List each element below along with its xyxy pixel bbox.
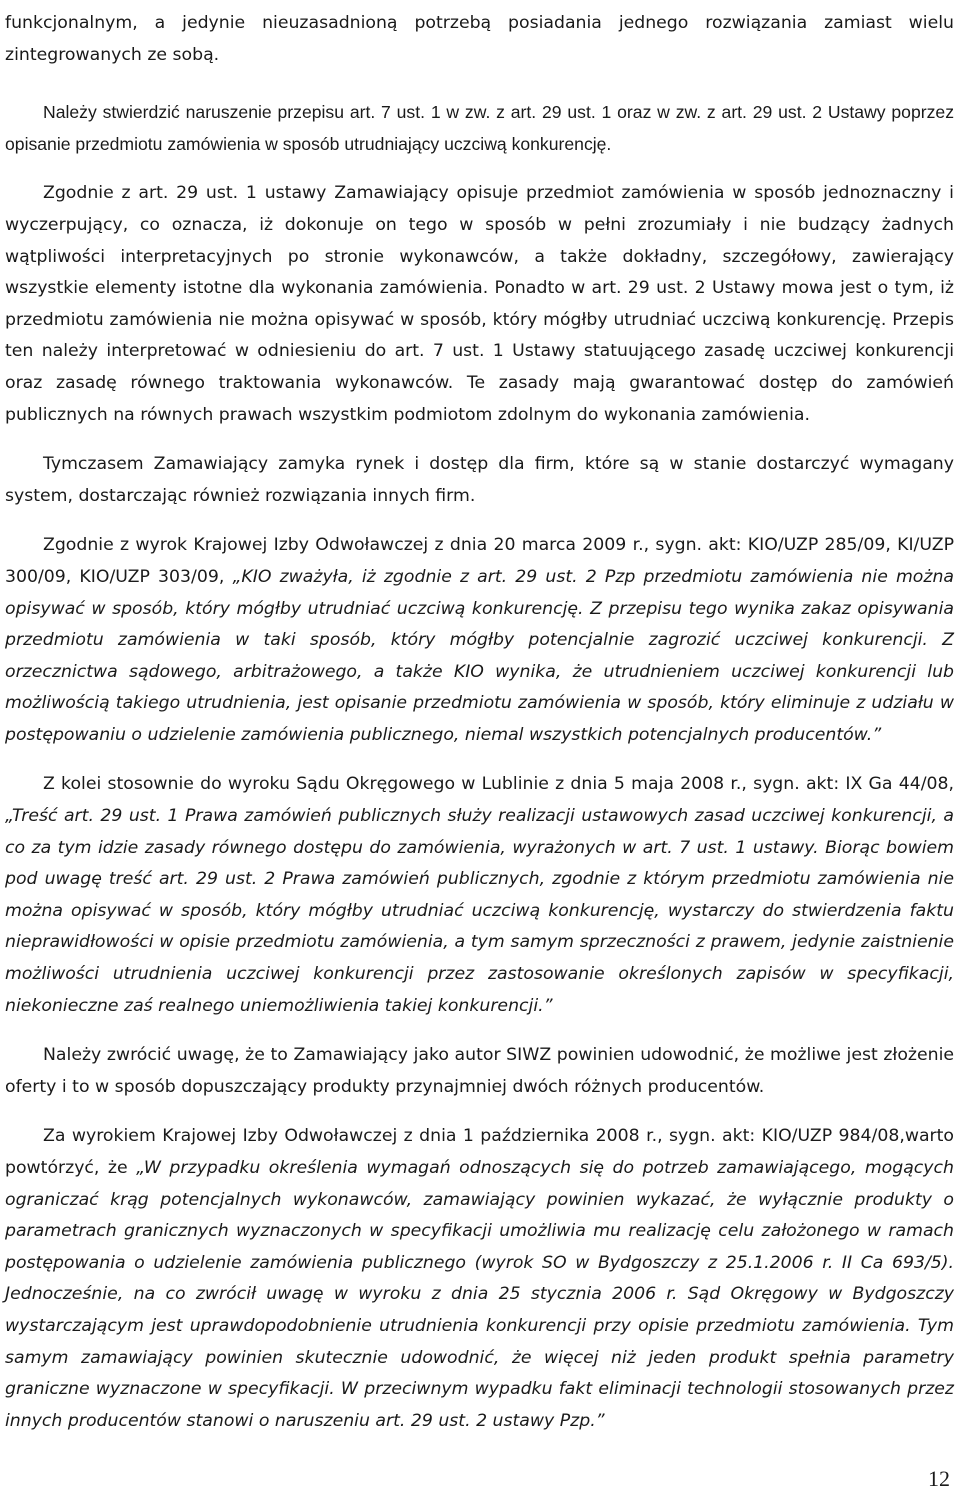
paragraph-6-quote: „Treść art. 29 ust. 1 Prawa zamówień publicznych służy realizacji ustawowych zasad uczciwej konkurencji, a co za tym idzie zasady równego dostępu do zamówienia, wyrażonych w art. 7 ust. 1 ustawy. Biorąc bowiem pod uwagę treść art. 29 ust. 2 Prawa zamówień publicznych, zgodnie z którym przedmiotu zamówienia nie można opisywać w sposób, który mógłby utrudniać uczciwą konkurencję, wystarczy do stwierdzenia faktu nieprawidłowości w opisie przedmiotu zamówienia, a tym samym sprzeczności z prawem, jedynie zaistnienie możliwości utrudnienia uczciwej konkurencji przez zastosowanie określonych zapisów w specyfikacji, niekonieczne zaś realnego uniemożliwienia takiej konkurencji.”	[5, 806, 954, 1016]
paragraph-5-quote: „KIO zważyła, iż zgodnie z art. 29 ust. 2 Pzp przedmiotu zamówienia nie można opisywać w sposób, który mógłby utrudniać uczciwą konkurencję. Z przepisu tego wynika zakaz opisywania przedmiotu zamówienia w taki sposób, który mógłby potencjalnie zagrozić uczciwej konkurencji. Z orzecznictwa sądowego, arbitrażowego, a także KIO wynika, że utrudnieniem uczciwej konkurencji lub możliwością takiego utrudnienia, jest opisanie przedmiotu zamówienia w sposób, który eliminuje z udziału w postępowaniu o udzielenie zamówienia publicznego, niemal wszystkich potencjalnych producentów.”	[5, 566, 954, 745]
paragraph-1: funkcjonalnym, a jedynie nieuzasadnioną potrzebą posiadania jednego rozwiązania zamiast wielu zintegrowanych ze sobą.	[5, 13, 954, 65]
paragraph-3: Zgodnie z art. 29 ust. 1 ustawy Zamawiający opisuje przedmiot zamówienia w sposób jednoznaczny i wyczerpujący, co oznacza, iż dokonuje on tego w sposób w pełni zrozumiały i nie budzący żadnych wątpliwości interpretacyjnych po stronie wykonawców, a także dokładny, szczegółowy, zawierający wszystkie elementy istotne dla wykonania zamówienia. Ponadto w art. 29 ust. 2 Ustawy mowa jest o tym, iż przedmiotu zamówienia nie można opisywać w sposób, który mógłby utrudniać uczciwą konkurencję. Przepis ten należy interpretować w odniesieniu do art. 7 ust. 1 Ustawy statuującego zasadę uczciwej konkurencji oraz zasadę równego traktowania wykonawców. Te zasady mają gwarantować dostęp do zamówień publicznych na równych prawach wszystkim podmiotom zdolnym do wykonania zamówienia.	[5, 183, 954, 425]
paragraph-6-intro: Z kolei stosownie do wyroku Sądu Okręgowego w Lublinie z dnia 5 maja 2008 r., sygn. akt: IX Ga 44/08,	[43, 774, 954, 795]
paragraph-4: Tymczasem Zamawiający zamyka rynek i dostęp dla firm, które są w stanie dostarczyć wymagany system, dostarczając również rozwiązania innych firm.	[5, 454, 954, 506]
paragraph-6	[5, 769, 954, 1022]
paragraph-8-intro: Za wyrokiem Krajowej Izby Odwoławczej z dnia 1 października 2008 r., sygn. akt: KIO/UZP 984/08,warto powtórzyć, że	[5, 1126, 954, 1178]
page-number: 12	[928, 1466, 950, 1491]
paragraph-8	[5, 1121, 954, 1437]
document-page	[5, 0, 954, 1437]
paragraph-2: Należy stwierdzić naruszenie przepisu art. 7 ust. 1 w zw. z art. 29 ust. 1 oraz w zw. z art. 29 ust. 2 Ustawy poprzez opisanie przedmiotu zamówienia w sposób utrudniający uczciwą konkurencję.	[5, 102, 954, 154]
paragraph-5	[5, 530, 954, 751]
paragraph-5-intro: Zgodnie z wyrok Krajowej Izby Odwoławczej z dnia 20 marca 2009 r., sygn. akt: KIO/UZP 285/09, KI/UZP 300/09, KIO/UZP 303/09,	[5, 535, 954, 587]
paragraph-8-quote: „W przypadku określenia wymagań odnoszących się do potrzeb zamawiającego, mogących ograniczać krąg potencjalnych wykonawców, zamawiający powinien wykazać, że wyłącznie produkty o parametrach granicznych wyznaczonych w specyfikacji umożliwia mu realizację celu założonego w ramach postępowania o udzielenie zamówienia publicznego (wyrok SO w Bydgoszczy z 25.1.2006 r. II Ca 693/5). Jednocześnie, na co zwrócił uwagę w wyroku z dnia 25 stycznia 2006 r. Sąd Okręgowy w Bydgoszczy wystarczającym jest uprawdopodobnienie utrudnienia konkurencji przy opisie przedmiotu zamówienia. Tym samym zamawiający powinien skutecznie udowodnić, że więcej niż jeden produkt spełnia parametry graniczne wyznaczone w specyfikacji. W przeciwnym wypadku fakt eliminacji technologii stosowanych przez innych producentów stanowi o naruszeniu art. 29 ust. 2 ustawy Pzp.”	[5, 1158, 954, 1431]
paragraph-7: Należy zwrócić uwagę, że to Zamawiający jako autor SIWZ powinien udowodnić, że możliwe jest złożenie oferty i to w sposób dopuszczający produkty przynajmniej dwóch różnych producentów.	[5, 1045, 954, 1097]
